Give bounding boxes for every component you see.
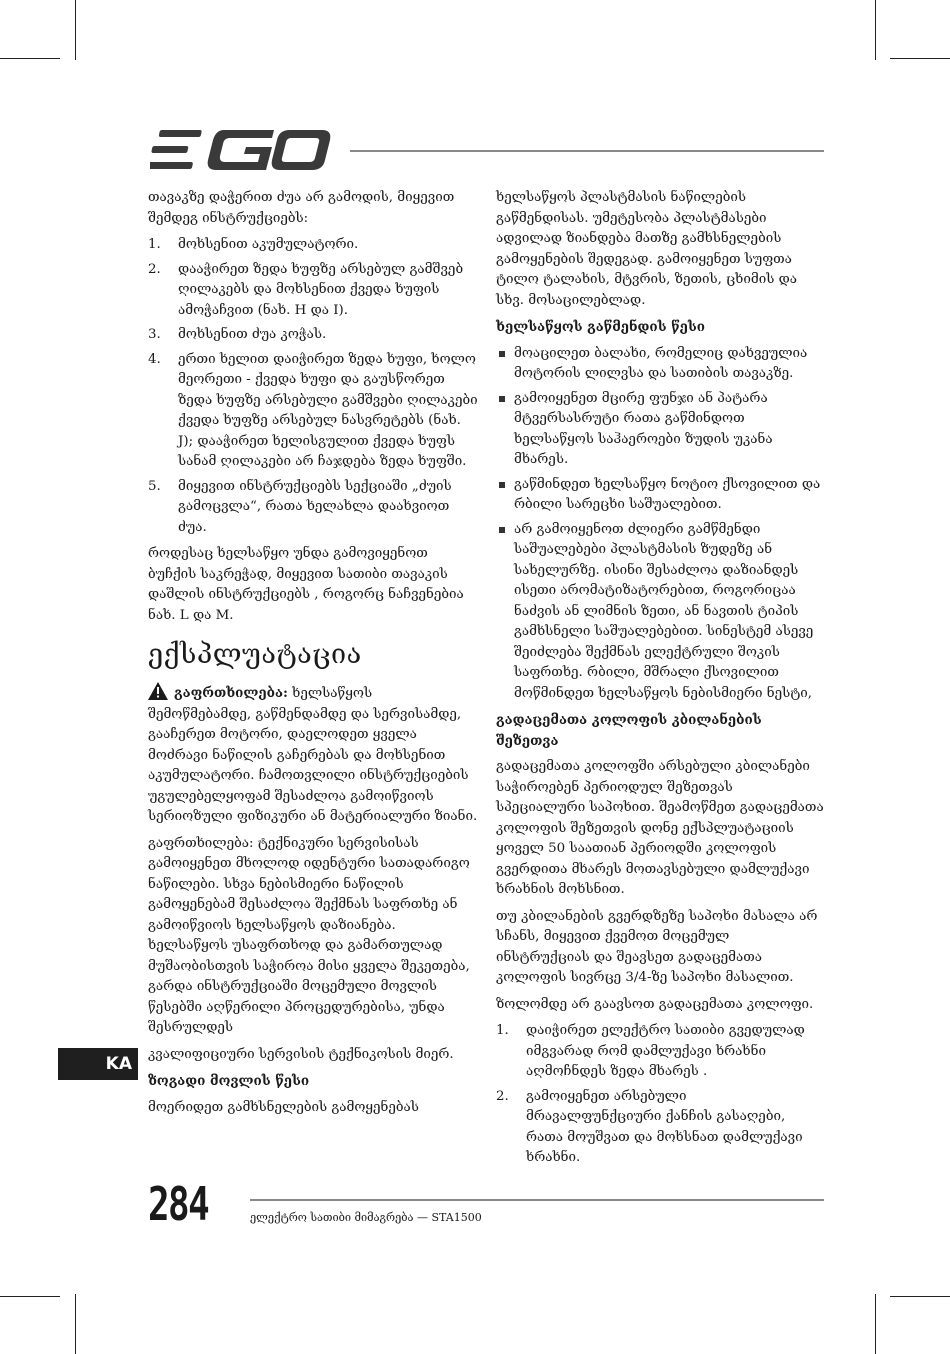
right-column [496, 188, 826, 1175]
general-care-subhead: ზოგადი მოვლის წესი [148, 1073, 310, 1089]
list-item [148, 350, 478, 473]
gearbox-subhead: გადაცემათა კოლოფის კბილანების შეზეთვა [496, 712, 762, 749]
section-title: ექსპლუატაცია [148, 639, 362, 670]
left-intro: თავაკზე დაჭერით ძუა არ გამოდის, მიყევით შემდეგ ინსტრუქციებს: [148, 190, 455, 226]
list-item [496, 1021, 826, 1083]
left-column [148, 188, 478, 1124]
crop-mark [0, 1296, 60, 1297]
step-text: ერთი ხელით დაიჭირეთ ზედა ხუფი, ხოლო მეორეთი - ქვედა ხუფი და გაუსწორეთ ზედა ხუფზე არსებული გამშვები ღილაკები ქვედა ხუფზე არსებულ ნასვრეტებს (ნახ. J); დააჭირეთ ხელისგულით ქვედა ხუფს სანამ ღილაკები არ ჩაჯდება ზედა ხუფში. [178, 351, 478, 469]
right-para-1: გადაცემათა კოლოფში არსებული კბილანები საჭიროებენ პერიოდულ შეზეთვას სპეციალური საპოხით. შეამოწმეთ გადაცემათა კოლოფის შეზეთვის დონე ექსპლუატაციის ყოველ 50 საათიან პერიოდში კოლოფის გვერდითა მხარეს მოთავსებული დამლუქავი ხრახნის მოხსნით. [496, 759, 824, 897]
list-item [148, 235, 478, 256]
left-para-2: გაფრთხილება: ტექნიკური სერვისისას გამოიყენეთ მხოლოდ იდენტური სათადარიგო ნაწილები. სხვა ნებისმიერი ნაწილის გამოყენებამ შესაძლოა შექმნას საფრთხე ან გამოიწვიოს ხელსაწყოს დაზიანება. ხელსაწყოს უსაფრთხოდ და გამართულად მუშაობისთვის საჭიროა მისი ყველა შეკეთება, გარდა ინსტრუქციაში მოცემული მოვლის წესებში აღწერილი პროცედურებისა, უნდა შესრულდეს [148, 835, 470, 1035]
step-number: 2. [496, 1088, 509, 1104]
bullet-text: გამოიყენეთ მცირე ფუნჯი ან პატარა მტვერსასრუტი რათა გაწმინდოთ ხელსაწყოს საჰაეროები ზუდის უკანა მხარეს. [514, 390, 773, 467]
left-para-3: კვალიფიციური სერვისის ტექნიკოსის მიერ. [148, 1046, 454, 1062]
crop-mark [75, 0, 76, 60]
step-number: 1. [148, 237, 161, 252]
warning-paragraph [148, 682, 478, 828]
bullet-square-icon [499, 351, 505, 357]
list-item [496, 520, 826, 705]
step-text: გამოიყენეთ არსებული მრავალფუნქციური ქანჩის გასაღები, რათა მოუშვათ და მოხსნათ დამლუქავი ხრახნი. [526, 1088, 803, 1165]
right-para-2: თუ კბილანების გვერდზეზე საპოხი მასალა არ სჩანს, მიყევით ქვემოთ მოცემულ ინსტრუქციას და შეავსეთ გადაცემათა კოლოფის სივრცე 3/4-ზე საპოხი მასალით. [496, 908, 818, 985]
cleaning-subhead: ხელსაწყოს გაწმენდის წესი [496, 319, 706, 335]
bullet-square-icon [499, 482, 505, 488]
list-item [148, 477, 478, 539]
crop-mark [875, 0, 876, 60]
step-text: მოხსენით აკუმულატორი. [178, 237, 359, 252]
left-para-4: მოერიდეთ გამხსნელების გამოყენებას [148, 1099, 419, 1115]
language-tab: KA [58, 1048, 138, 1080]
bullet-square-icon [499, 527, 505, 533]
list-item [496, 344, 826, 385]
step-text: დაიჭირეთ ელექტრო სათიბი გვედულად იმგვარად რომ დამლუქავი ხრახნი აღმოჩნდეს ზედა მხარეს . [526, 1023, 805, 1079]
right-para-3: ზოლომდე არ გაავსოთ გადაცემათა კოლოფი. [496, 996, 814, 1012]
bullet-text: გაწმინდეთ ხელსაწყო ნოტიო ქსოვილით და რბილი სარეცხი საშუალებით. [514, 476, 821, 512]
warning-triangle-icon [148, 682, 168, 700]
step-text: მოხსენით ძუა კოჭას. [178, 327, 327, 342]
right-steps-list [496, 1021, 826, 1169]
list-item [148, 260, 478, 322]
bullet-square-icon [499, 396, 505, 402]
crop-mark [75, 1294, 76, 1354]
footer-rule [250, 1199, 824, 1201]
header-rule [350, 150, 824, 152]
cleaning-bullets [496, 344, 826, 705]
left-after-steps: როდესაც ხელსაწყო უნდა გამოვიყენოთ ბუჩქის საკრეჭად, მიყევით სათიბი თავაკის დაშლის ინსტრუქციებს , როგორც ნაჩვენებია ნახ. L და M. [148, 546, 464, 623]
step-text: მიყევით ინსტრუქციებს სექციაში „ძუის გამოცვლა“, რათა ხელახლა დაახვიოთ ძუა. [178, 478, 452, 535]
list-item [496, 1087, 826, 1169]
step-number: 3. [148, 327, 161, 342]
page-number: 284 [148, 1177, 209, 1231]
right-intro: ხელსაწყოს პლასტმასის ნაწილების გაწმენდისას. უმეტესობა პლასტმასები ადვილად ზიანდება მათზე გამხსნელების გამოყენების შედეგად. გამოიყენეთ სუფთა ტილო ტალახის, მტვრის, ზეთის, ცხიმის და სხვ. მოსაცილებლად. [496, 190, 797, 308]
list-item [496, 475, 826, 516]
list-item [148, 325, 478, 346]
step-number: 5. [148, 478, 161, 494]
step-number: 2. [148, 261, 161, 277]
bullet-text: არ გამოიყენოთ ძლიერი გამწმენდი საშუალებები პლასტმასის ზუდეზე ან სახელურზე. ისინი შესაძლოა დაზიანდეს ისეთი არომატიზატორებით, როგორიცაა ნაძვის ან ლიმნის ზეთი, ან ნავთის ტიპის გამხსნელი საშუალებებით. სინესტემ ასევე შეიძლება შექმნას ელექტრული შოკის საფრთხე. რბილი, მშრალი ქსოვილით მოწმინდეთ ხელსაწყოს ნებისმიერი ნესტი, [514, 521, 814, 701]
warning-label: გაფრთხილება: [174, 685, 288, 701]
crop-mark [890, 1296, 950, 1297]
step-number: 1. [496, 1023, 509, 1038]
left-steps-list [148, 235, 478, 538]
crop-mark [0, 58, 60, 59]
step-number: 4. [148, 351, 161, 367]
list-item [496, 389, 826, 471]
crop-mark [890, 58, 950, 59]
crop-mark [875, 1294, 876, 1354]
footer-text: ელექტრო სათიბი მიმაგრება — STA1500 [250, 1211, 482, 1224]
ego-logo [150, 130, 332, 170]
warning-text: ხელსაწყოს შემოწმებამდე, გაწმენდამდე და სერვისამდე, გააჩერეთ მოტორი, დაელოდეთ ყველა მოძრავი ნაწილის გაჩერებას და მოხსენით აკუმულატორი. ჩამოთვლილი ინსტრუქციების უგულებელყოფამ შესაძლოა გამოიწვიოს სერიოზული ფიზიკური ან მატერიალური ზიანი. [148, 686, 478, 824]
step-text: დააჭირეთ ზედა ხუფზე არსებულ გამშვებ ღილაკებს და მოხსენით ქვედა ხუფის ამოჭაჩვით (ნახ. H და I). [178, 261, 464, 318]
bullet-text: მოაცილეთ ბალახი, რომელიც დახვეულია მოტორის ლილვსა და სათიბის თავაკზე. [514, 345, 808, 381]
